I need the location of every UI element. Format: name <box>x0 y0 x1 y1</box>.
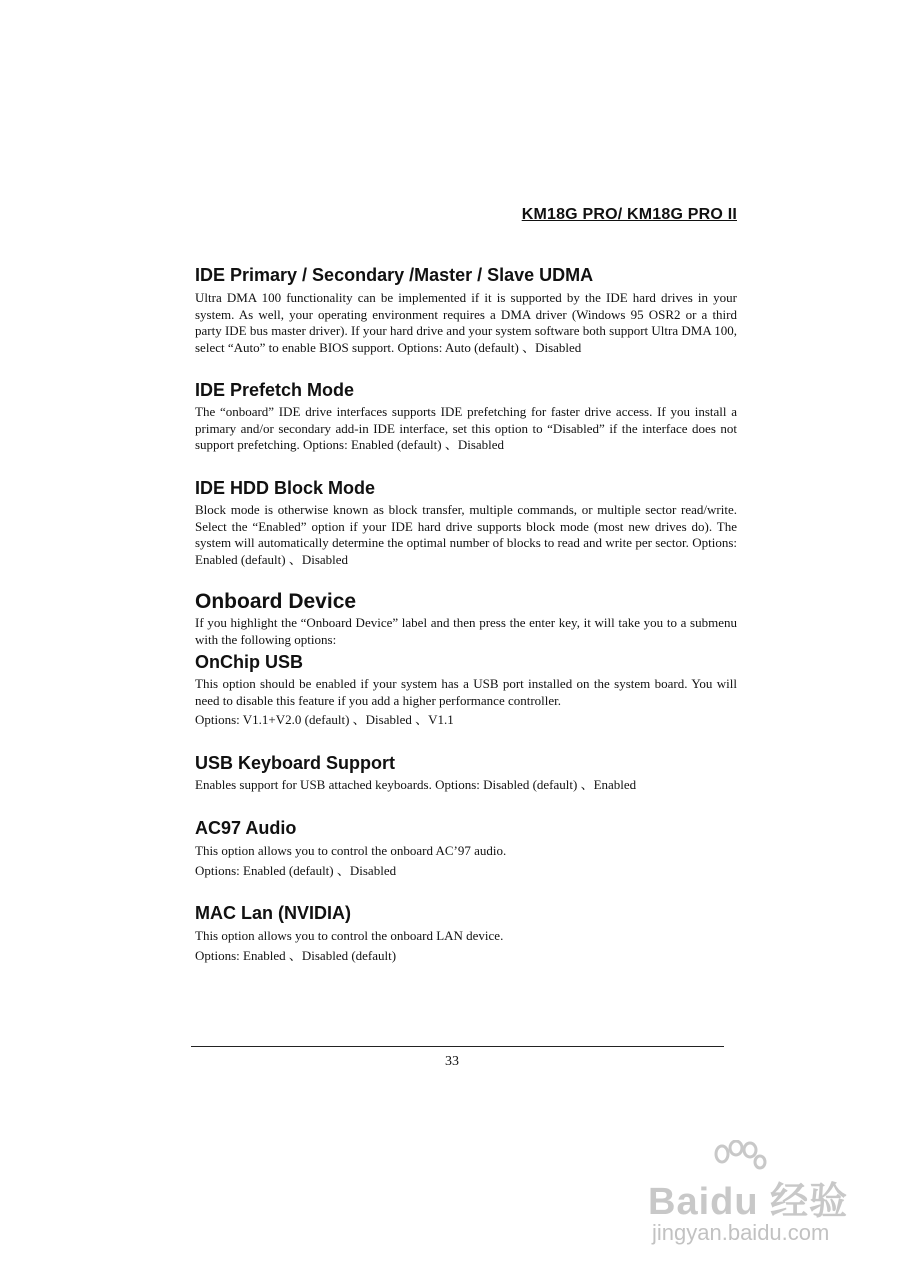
section-heading: IDE HDD Block Mode <box>195 478 376 498</box>
watermark-url: jingyan.baidu.com <box>652 1220 830 1245</box>
section-ac97-audio <box>195 817 737 879</box>
section-ide-prefetch <box>195 379 737 454</box>
chapter-heading: Onboard Device <box>195 590 357 613</box>
baidu-watermark <box>640 1140 870 1265</box>
section-ide-udma <box>195 264 737 356</box>
section-options: Options: V1.1+V2.0 (default) 、Disabled 、V1.1 <box>195 712 454 727</box>
section-paragraph: Enables support for USB attached keyboards. Options: Disabled (default) 、Enabled <box>195 777 637 792</box>
section-ide-block-mode <box>195 477 737 568</box>
section-paragraph: This option allows you to control the onboard LAN device. <box>195 928 504 943</box>
section-paragraph: Ultra DMA 100 functionality can be implemented if it is supported by the IDE hard drives in your system. As well, your operating environment requires a DMA driver (Windows 95 OSR2 or a third party IDE bus master driver). If your hard drive and your system software both support Ultra DMA 100, select “Auto” to enable BIOS support. Options: Auto (default) 、Disabled <box>195 290 737 355</box>
section-heading: OnChip USB <box>195 652 303 672</box>
section-options: Options: Enabled 、Disabled (default) <box>195 947 397 963</box>
section-paragraph: This option should be enabled if your system has a USB port installed on the system board. You will need to disable this feature if you add a higher performance controller. <box>195 676 737 708</box>
section-paragraph: Block mode is otherwise known as block transfer, multiple commands, or multiple sector read/write. Select the “Enabled” option if your IDE hard drive supports block mode (most new drives do). The system will automatically determine the optimal number of blocks to read and write per sector. Options: Enabled (default) 、Disabled <box>195 502 737 567</box>
watermark-logo-text: Baidu 经验 <box>648 1181 849 1223</box>
section-usb-keyboard <box>195 752 737 794</box>
section-options: Options: Enabled (default) 、Disabled <box>195 862 397 878</box>
page-number: 33 <box>445 1054 459 1069</box>
section-heading: USB Keyboard Support <box>195 753 396 773</box>
section-heading: IDE Prefetch Mode <box>195 380 355 400</box>
section-paragraph: If you highlight the “Onboard Device” label and then press the enter key, it will take you to a submenu with the following options: <box>195 615 737 647</box>
section-onboard-device <box>195 589 737 648</box>
section-paragraph: The “onboard” IDE drive interfaces supports IDE prefetching for faster drive access. If you install a primary and/or secondary add-in IDE interface, set this option to “Disabled” if the interface does not support prefetching. Options: Enabled (default) 、Disabled <box>195 404 737 452</box>
section-onchip-usb <box>195 651 737 729</box>
section-heading: IDE Primary / Secondary /Master / Slave UDMA <box>195 265 594 285</box>
section-mac-lan <box>195 902 737 964</box>
section-heading: AC97 Audio <box>195 818 297 838</box>
section-heading: MAC Lan (NVIDIA) <box>195 903 351 923</box>
document-header-title: KM18G PRO/ KM18G PRO II <box>521 206 737 223</box>
footer-divider <box>191 1046 724 1047</box>
section-paragraph: This option allows you to control the onboard AC’97 audio. <box>195 843 507 858</box>
